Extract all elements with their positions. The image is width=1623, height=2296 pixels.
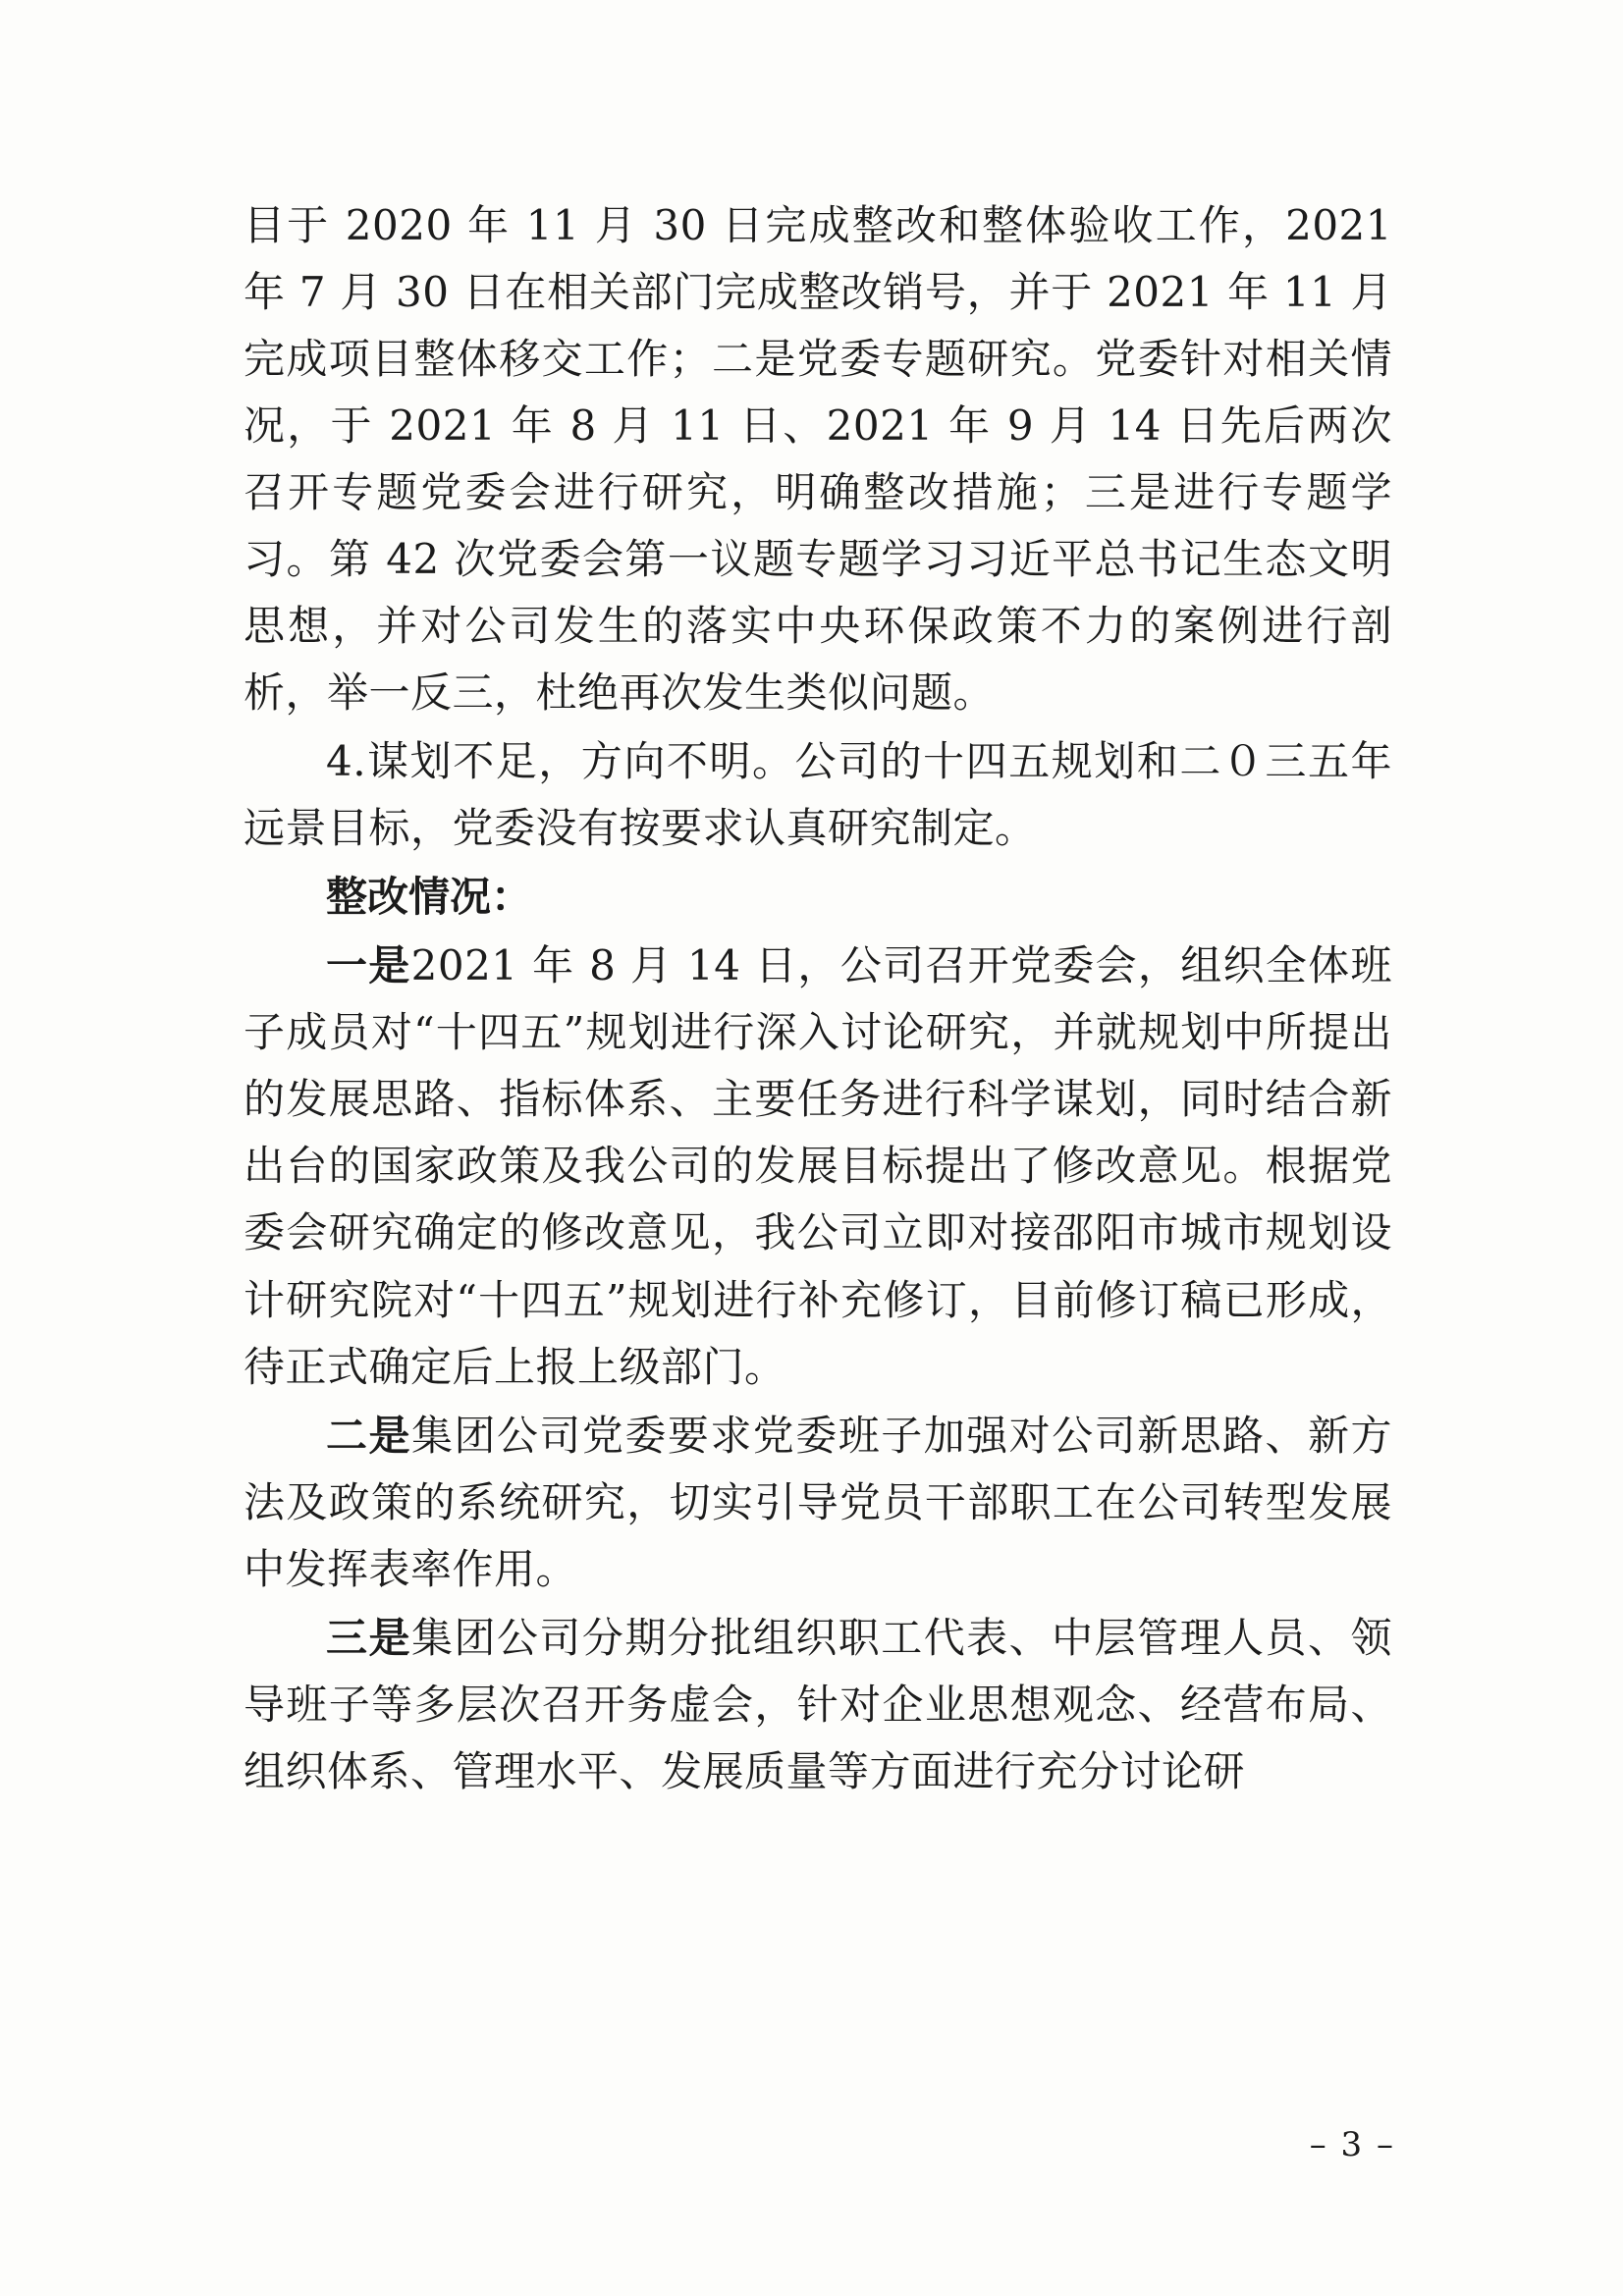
paragraph-2: 4.谋划不足，方向不明。公司的十四五规划和二０三五年远景目标，党委没有按要求认真研究制定。 <box>243 737 1392 853</box>
item-three-lead: 三是 <box>326 1613 411 1662</box>
document-body <box>243 192 1392 1807</box>
page-number: – 3 – <box>1309 2125 1395 2164</box>
paragraph-item-three <box>243 1605 1392 1805</box>
paragraph-item-one <box>243 933 1392 1400</box>
paragraph-item-two <box>243 1403 1392 1603</box>
item-one-text: 2021 年 8 月 14 日，公司召开党委会，组织全体班子成员对“十四五”规划进行深入讨论研究，并就规划中所提出的发展思路、指标体系、主要任务进行科学谋划，同时结合新出台的国家政策及我公司的发展目标提出了修改意见。根据党委会研究确定的修改意见，我公司立即对接邵阳市城市规划设计研究院对“十四五”规划进行补充修订，目前修订稿已形成，待正式确定后上报上级部门。 <box>243 941 1392 1391</box>
item-two-lead: 二是 <box>326 1411 411 1460</box>
section-heading-rectification: 整改情况： <box>326 873 533 922</box>
item-three-text: 集团公司分期分批组织职工代表、中层管理人员、领导班子等多层次召开务虚会，针对企业思想观念、经营布局、组织体系、管理水平、发展质量等方面进行充分讨论研 <box>243 1613 1392 1795</box>
item-two-text: 集团公司党委要求党委班子加强对公司新思路、新方法及政策的系统研究，切实引导党员干部职工在公司转型发展中发挥表率作用。 <box>243 1411 1392 1593</box>
item-one-lead: 一是 <box>326 941 411 990</box>
paragraph-1: 目于 2020 年 11 月 30 日完成整改和整体验收工作，2021 年 7 月 30 日在相关部门完成整改销号，并于 2021 年 11 月完成项目整体移交工作；二是党委专题研究。党委针对相关情况，于 2021 年 8 月 11 日、2021 年 9 月 14 日先后两次召开专题党委会进行研究，明确整改措施；三是进行专题学习。第 42 次党委会第一议题专题学习习近平总书记生态文明思想，并对公司发生的落实中央环保政策不力的案例进行剖析，举一反三，杜绝再次发生类似问题。 <box>243 201 1392 718</box>
